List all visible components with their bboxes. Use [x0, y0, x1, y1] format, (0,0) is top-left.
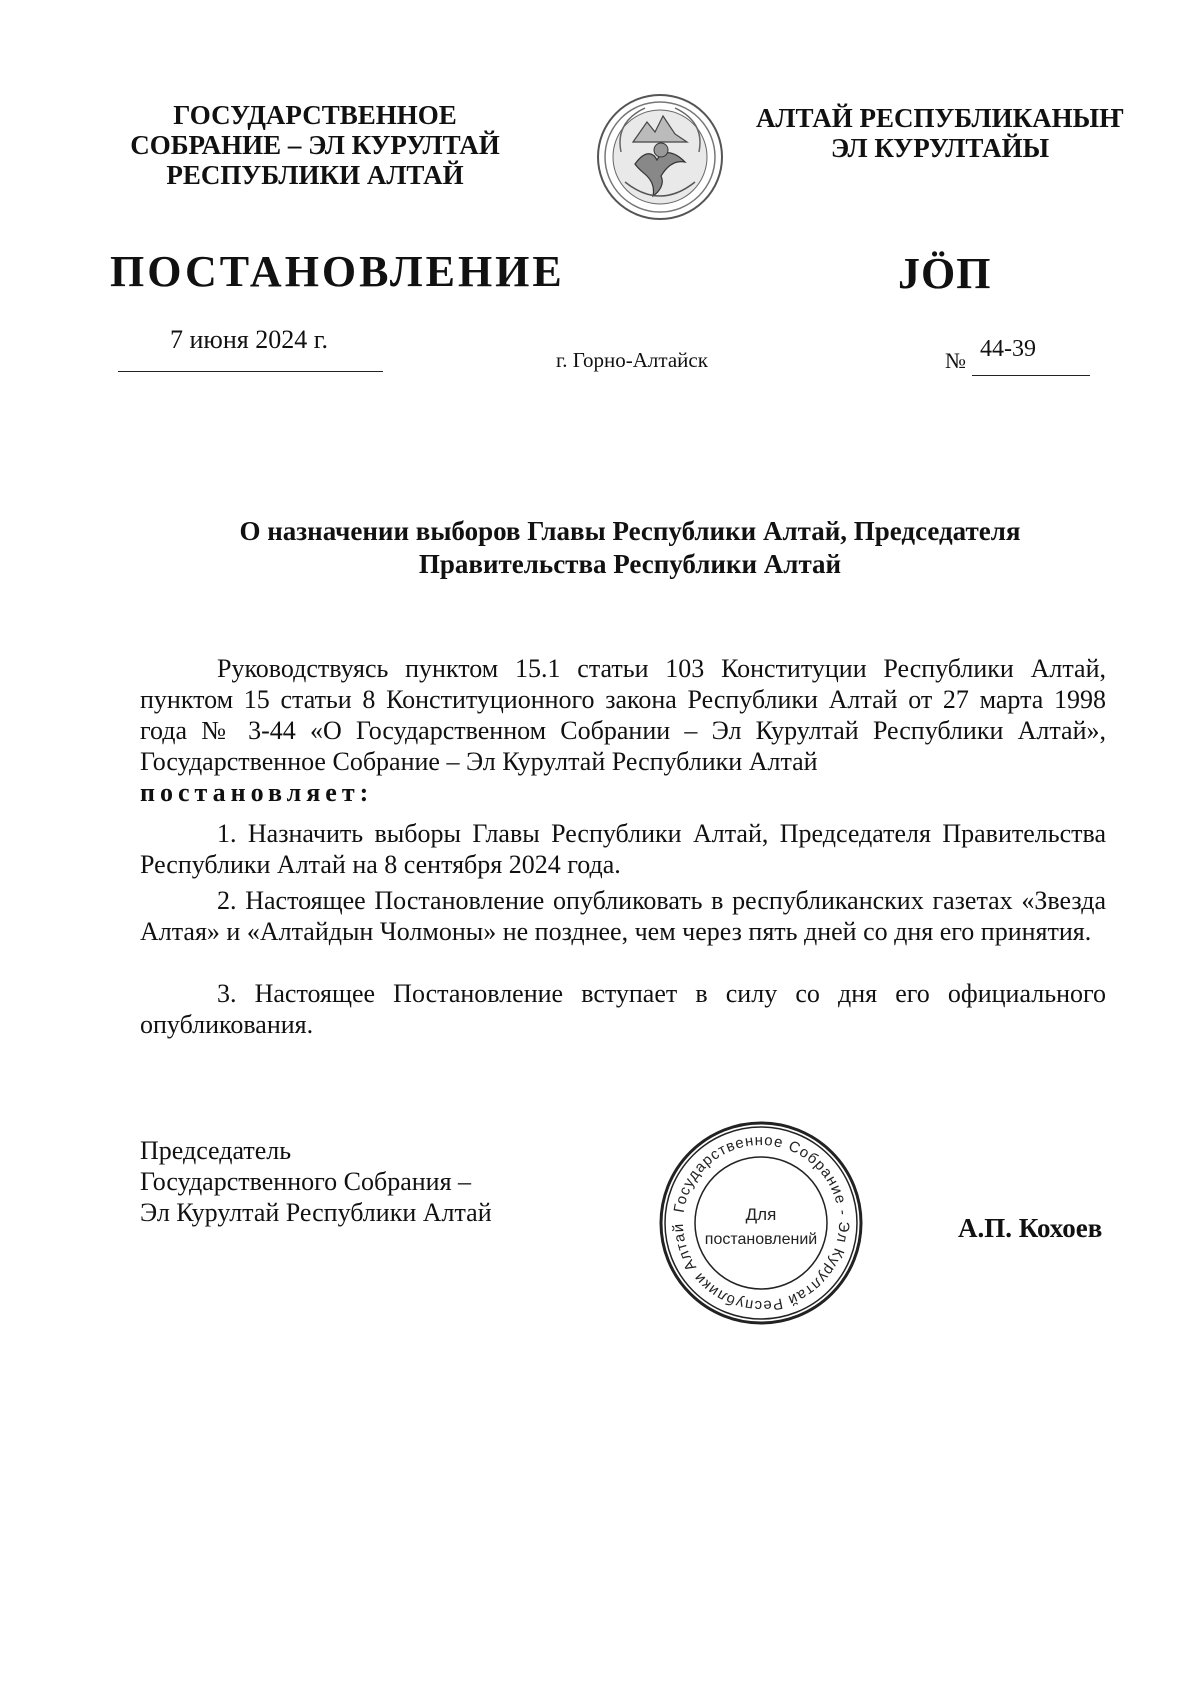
coat-of-arms-icon [595, 92, 725, 222]
body-item-1: 1. Назначить выборы Главы Республики Алтай, Председателя Правительства Республики Алтай на 8 сентября 2024 года. [140, 819, 1106, 879]
header-left-line: СОБРАНИЕ – ЭЛ КУРУЛТАЙ [130, 130, 500, 160]
date-underline [118, 371, 383, 372]
body-resolves-keyword: постановляет: [140, 778, 374, 807]
header-left-line: РЕСПУБЛИКИ АЛТАЙ [166, 160, 464, 190]
body-intro-paragraph: Руководствуясь пунктом 15.1 статьи 103 Конституции Республики Алтай, пунктом 15 статьи 8 Конституционного закона Республики Алтай от 27 марта 1998 года № 3-44 «О Государственном Собрании – Эл Курултай Республики Алтай», Государственное Собрание – Эл Курултай Республики Алтай [140, 654, 1106, 776]
header-right-line: АЛТАЙ РЕСПУБЛИКАНЫҤ [755, 103, 1125, 133]
seal-ring-text: Государственное Собрание - Эл Курултай Республики Алтай [669, 1131, 853, 1315]
body-item-2: 2. Настоящее Постановление опубликовать в республиканских газетах «Звезда Алтая» и «Алтайдын Чолмоны» не позднее, чем через пять дней со дня его принятия. [140, 886, 1106, 946]
title-line: О назначении выборов Главы Республики Алтай, Председателя [239, 516, 1021, 546]
number-sign: № [945, 348, 966, 373]
header-left-line: ГОСУДАРСТВЕННОЕ [173, 100, 457, 130]
document-number: 44-39 [980, 336, 1036, 362]
body-item-3: 3. Настоящее Постановление вступает в силу со дня его официального опубликования. [140, 979, 1106, 1039]
header-left-org-name [105, 100, 525, 190]
doc-type-altai: JӦП [898, 249, 992, 298]
seal-center-line-1: Для [745, 1205, 777, 1224]
signatory-name: А.П. Кохоев [958, 1213, 1103, 1243]
header-right-org-name [745, 103, 1135, 163]
document-date: 7 июня 2024 г. [170, 325, 328, 354]
title-line: Правительства Республики Алтай [418, 549, 842, 579]
doc-type-russian: ПОСТАНОВЛЕНИЕ [110, 247, 565, 296]
header-right-line: ЭЛ КУРУЛТАЙЫ [830, 133, 1050, 163]
document-title [140, 515, 1120, 581]
seal-center-line-2: постановлений [704, 1231, 818, 1248]
signatory-position-line: Государственного Собрания – [140, 1167, 472, 1196]
signatory-position-line: Эл Курултай Республики Алтай [140, 1198, 492, 1227]
document-city: г. Горно-Алтайск [556, 348, 708, 372]
signatory-position-line: Председатель [140, 1136, 292, 1165]
official-seal-stamp [658, 1120, 864, 1326]
signatory-position [140, 1135, 492, 1228]
number-underline [972, 375, 1090, 376]
